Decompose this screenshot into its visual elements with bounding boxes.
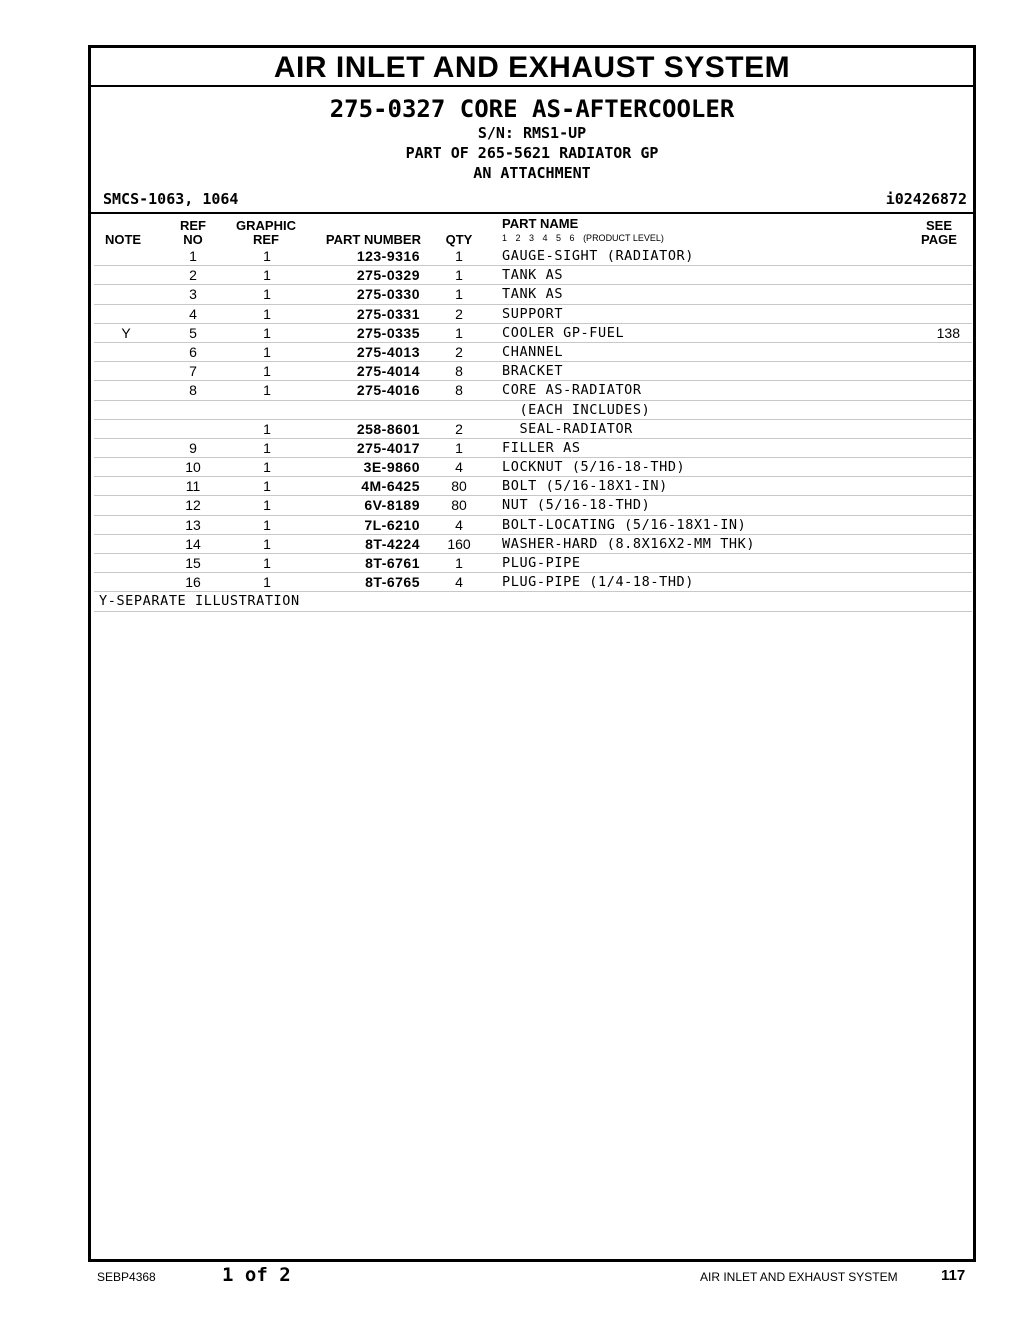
qty-cell: 80 [451, 497, 467, 514]
part-name-cell: (EACH INCLUDES) [502, 401, 651, 418]
part-number-cell: 123-9316 [356, 248, 420, 264]
part-name-cell: FILLER AS [502, 439, 581, 456]
part-number-cell: 275-4014 [356, 363, 420, 380]
part-name-cell: WASHER-HARD (8.8X16X2-MM THK) [502, 535, 756, 552]
ref-no-cell: 9 [189, 439, 197, 456]
product-level-label: (PRODUCT LEVEL) [583, 233, 664, 243]
part-number-cell: 8T-4224 [365, 535, 420, 552]
qty-cell: 1 [455, 286, 463, 303]
table-row [94, 554, 972, 573]
part-name-cell: PLUG-PIPE [502, 555, 581, 571]
footnote-row [94, 592, 972, 611]
footer-section: AIR INLET AND EXHAUST SYSTEM [700, 1270, 898, 1284]
part-name-cell: BOLT (5/16-18X1-IN) [502, 478, 668, 495]
table-row [94, 496, 972, 515]
qty-cell: 8 [455, 363, 463, 380]
graphic-ref-cell: 1 [263, 574, 271, 591]
ref-no-cell: 13 [185, 516, 201, 533]
page-number: 117 [941, 1267, 966, 1284]
graphic-ref-cell: 1 [263, 420, 271, 437]
ref-no-cell: 5 [189, 324, 197, 341]
section-title: AIR INLET AND EXHAUST SYSTEM [91, 48, 973, 87]
graphic-ref-cell: 1 [263, 324, 271, 341]
table-row [94, 439, 972, 458]
graphic-ref-cell: 1 [263, 343, 271, 360]
qty-cell: 1 [455, 439, 463, 456]
qty-cell: 4 [455, 574, 463, 591]
part-name-cell: SUPPORT [502, 305, 564, 322]
part-number-cell: 8T-6765 [365, 574, 420, 591]
ref-no-cell: 4 [189, 305, 197, 322]
part-number-cell: 275-0335 [356, 324, 420, 341]
part-number-cell: 275-4016 [356, 382, 420, 399]
part-name-cell: COOLER GP-FUEL [502, 324, 625, 341]
part-number-cell: 275-4013 [356, 343, 420, 360]
col-part-number: PART NUMBER [325, 232, 421, 247]
ref-no-cell: 10 [185, 459, 201, 476]
qty-cell: 2 [455, 420, 463, 437]
ref-no-cell: 6 [189, 343, 197, 360]
table-row [94, 458, 972, 477]
col-part-name: PART NAME [502, 216, 579, 231]
graphic-ref-cell: 1 [263, 286, 271, 303]
part-name-cell: LOCKNUT (5/16-18-THD) [502, 459, 686, 476]
qty-cell: 1 [455, 324, 463, 341]
graphic-ref-cell: 1 [263, 535, 271, 552]
document-id: SEBP4368 [97, 1270, 156, 1284]
table-row [94, 343, 972, 362]
col-qty: QTY [445, 232, 473, 247]
table-row [94, 285, 972, 304]
part-number-cell: 275-4017 [356, 439, 420, 456]
part-number-cell: 275-0329 [356, 267, 420, 284]
page-of: 1 of 2 [222, 1264, 291, 1286]
part-name-cell: NUT (5/16-18-THD) [502, 497, 651, 514]
footnote-text: Y-SEPARATE ILLUSTRATION [99, 593, 300, 610]
qty-cell: 8 [455, 382, 463, 399]
part-of-line: PART OF 265-5621 RADIATOR GP [405, 144, 659, 162]
col-ref-bottom: NO [183, 232, 203, 247]
graphic-ref-cell: 1 [263, 363, 271, 380]
table-row [94, 477, 972, 496]
graphic-ref-cell: 1 [263, 382, 271, 399]
graphic-ref-cell: 1 [263, 478, 271, 495]
table-row [94, 401, 972, 420]
part-number-cell: 275-0330 [356, 286, 420, 303]
col-see-bottom: PAGE [921, 232, 957, 247]
illustration-id: i02426872 [885, 190, 967, 208]
part-number-cell: 258-8601 [356, 420, 420, 437]
qty-cell: 160 [447, 535, 471, 552]
col-note: NOTE [104, 232, 142, 247]
table-row [94, 573, 972, 592]
parts-table [94, 247, 972, 612]
col-ref-top: REF [180, 218, 206, 233]
table-row [94, 535, 972, 554]
level-numbers: 1 2 3 4 5 6 [502, 233, 575, 243]
part-number-cell: 4M-6425 [361, 478, 420, 495]
part-number-cell: 3E-9860 [363, 459, 420, 476]
table-row [94, 266, 972, 285]
part-name-cell: TANK AS [502, 286, 564, 303]
table-row [94, 516, 972, 535]
graphic-ref-cell: 1 [263, 497, 271, 514]
ref-no-cell: 14 [185, 535, 201, 552]
ref-no-cell: 12 [185, 497, 201, 514]
graphic-ref-cell: 1 [263, 439, 271, 456]
qty-cell: 4 [455, 459, 463, 476]
attachment-line: AN ATTACHMENT [473, 164, 591, 182]
qty-cell: 1 [455, 248, 463, 264]
graphic-ref-cell: 1 [263, 267, 271, 284]
ref-no-cell: 7 [189, 363, 197, 380]
see-page-cell: 138 [936, 324, 960, 341]
qty-cell: 1 [455, 267, 463, 284]
table-row [94, 381, 972, 400]
ref-no-cell: 16 [185, 574, 201, 591]
ref-no-cell: 3 [189, 286, 197, 303]
table-row [94, 420, 972, 439]
part-name-cell: PLUG-PIPE (1/4-18-THD) [502, 574, 695, 591]
part-name-cell: BOLT-LOCATING (5/16-18X1-IN) [502, 516, 747, 533]
graphic-ref-cell: 1 [263, 305, 271, 322]
part-name-cell: SEAL-RADIATOR [502, 420, 633, 437]
table-row [94, 247, 972, 266]
serial-range: S/N: RMS1-UP [477, 124, 587, 142]
product-levels [502, 233, 664, 243]
smcs-code: SMCS-1063, 1064 [103, 190, 239, 208]
ref-no-cell: 1 [189, 248, 197, 264]
table-row [94, 324, 972, 343]
header-divider [91, 212, 973, 214]
part-number-cell: 7L-6210 [364, 516, 420, 533]
col-graphic-bottom: REF [253, 232, 279, 247]
qty-cell: 1 [455, 555, 463, 571]
graphic-ref-cell: 1 [263, 248, 271, 264]
col-graphic-top: GRAPHIC [236, 218, 296, 233]
part-number-cell: 6V-8189 [364, 497, 420, 514]
ref-no-cell: 8 [189, 382, 197, 399]
ref-no-cell: 2 [189, 267, 197, 284]
qty-cell: 2 [455, 343, 463, 360]
ref-no-cell: 15 [185, 555, 201, 571]
col-see-top: SEE [925, 218, 952, 233]
part-number-cell: 275-0331 [356, 305, 420, 322]
part-name-cell: TANK AS [502, 267, 564, 284]
graphic-ref-cell: 1 [263, 516, 271, 533]
page-frame [88, 45, 976, 1262]
part-name-cell: GAUGE-SIGHT (RADIATOR) [502, 248, 695, 264]
part-name-cell: CHANNEL [502, 343, 564, 360]
part-name-cell: BRACKET [502, 363, 564, 380]
qty-cell: 2 [455, 305, 463, 322]
table-row [94, 305, 972, 324]
note-cell: Y [121, 324, 131, 341]
graphic-ref-cell: 1 [263, 555, 271, 571]
ref-no-cell: 11 [185, 478, 201, 495]
table-row [94, 362, 972, 381]
qty-cell: 4 [455, 516, 463, 533]
part-number-cell: 8T-6761 [365, 555, 420, 571]
part-name-cell: CORE AS-RADIATOR [502, 382, 642, 399]
qty-cell: 80 [451, 478, 467, 495]
assembly-title: 275-0327 CORE AS-AFTERCOOLER [329, 95, 735, 123]
graphic-ref-cell: 1 [263, 459, 271, 476]
